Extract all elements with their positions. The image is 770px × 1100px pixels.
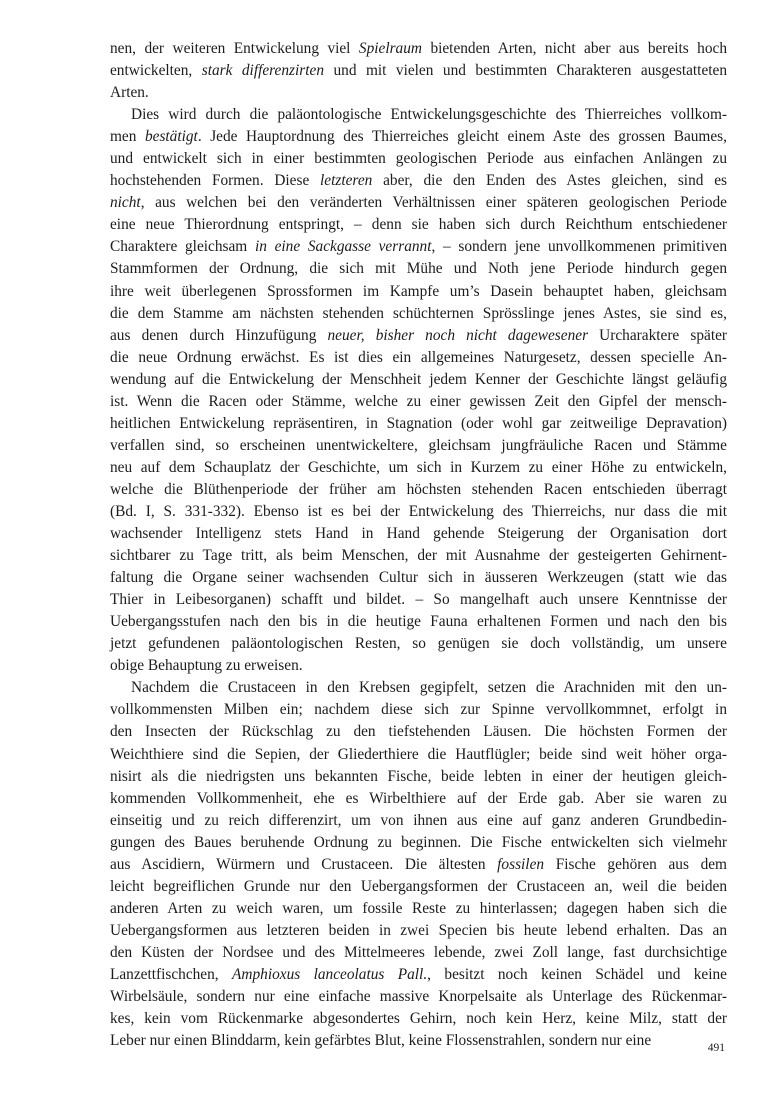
page-number: 491 xyxy=(707,1042,725,1054)
text-line xyxy=(110,214,727,236)
text-line xyxy=(110,677,727,699)
text-run: entwickelten, xyxy=(110,62,202,80)
text-run: Thier in Leibesorganen) schafft und bildet. – So mangelhaft auch unsere Kenntnisse der xyxy=(110,591,727,609)
text-run: faltung die Organe seiner wachsenden Cultur sich in äusseren Werkzeugen (statt wie das xyxy=(110,569,727,587)
text-run: , aus welchen bei den veränderten Verhältnissen einer späteren geologischen Periode xyxy=(140,194,727,212)
body-text xyxy=(110,38,727,1052)
text-run: Fische gehören aus dem xyxy=(544,855,727,873)
text-line xyxy=(110,258,727,280)
text-run: Charaktere gleichsam xyxy=(110,238,255,256)
text-run: und mit vielen und bestimmten Charakteren ausgestatteten xyxy=(324,62,727,80)
text-line xyxy=(110,325,727,347)
text-run: die dem Stamme am nächsten stehenden schüchternen Sprösslinge jenes Astes, sie sind es, xyxy=(110,304,727,322)
text-run: die neue Ordnung erwächst. Es ist dies ein allgemeines Naturgesetz, dessen specielle An- xyxy=(110,348,727,366)
text-run: welche die Blüthenperiode der früher am höchsten stehenden Racen entschieden überragt xyxy=(110,480,727,498)
text-run: Nachdem die Crustaceen in den Krebsen gegipfelt, setzen die Arachniden mit den un- xyxy=(131,679,727,697)
text-line xyxy=(110,589,727,611)
text-run: verfallen sind, so erscheinen unentwickeltere, gleichsam jungfräuliche Racen und Stämme xyxy=(110,436,727,454)
text-line xyxy=(110,876,727,898)
text-run: nen, der weiteren Entwickelung viel xyxy=(110,40,359,57)
text-run: vollkommensten Milben ein; nachdem diese sich zur Spinne vervollkommnet, erfolgt in xyxy=(110,701,727,719)
text-run: , – sondern jene unvollkommenen primitiven xyxy=(431,238,727,256)
text-line xyxy=(110,413,727,435)
text-line xyxy=(110,60,727,82)
text-line xyxy=(110,810,727,832)
italic-text: nicht xyxy=(110,194,141,212)
text-run: Weichthiere sind die Sepien, der Gliederthiere die Hautflügler; beide sind weit höher orga- xyxy=(110,745,727,763)
text-line xyxy=(110,38,727,60)
italic-text: stark differenzirten xyxy=(201,62,324,80)
text-run: Arten. xyxy=(110,84,149,102)
text-run: wachsender Intelligenz stets Hand in Hand gehende Steigerung der Organisation dort xyxy=(110,525,727,543)
text-line xyxy=(110,170,727,192)
text-run: , besitzt noch keinen Schädel und keine xyxy=(427,965,727,983)
text-run: sichtbarer zu Tage tritt, als beim Menschen, der mit Ausnahme der gesteigerten Gehirnent- xyxy=(110,547,727,565)
text-run: ist. Wenn die Racen oder Stämme, welche zu einer gewissen Zeit den Gipfel der mensch- xyxy=(110,392,727,410)
text-run: den Küsten der Nordsee und des Mittelmeeres lebende, zwei Zoll lange, fast durchsichtige xyxy=(110,943,727,961)
text-line xyxy=(110,435,727,457)
text-line xyxy=(110,104,727,126)
text-line xyxy=(110,523,727,545)
text-line xyxy=(110,148,727,170)
text-line xyxy=(110,303,727,325)
text-run: wendung auf die Entwickelung der Menschheit jedem Kenner der Geschichte längst geläufig xyxy=(110,370,727,388)
text-run: einseitig und zu reich differenzirt, um von ihnen aus eine auf ganz anderen Grundbedin- xyxy=(110,811,727,829)
text-run: aus denen durch Hinzufügung xyxy=(110,326,328,344)
text-run: Lanzettfischchen, xyxy=(110,965,233,983)
text-run: Stammformen der Ordnung, die sich mit Mühe und Noth jene Periode hindurch gegen xyxy=(110,260,727,278)
text-line xyxy=(110,721,727,743)
italic-text: fossilen xyxy=(497,855,545,873)
paragraph-3 xyxy=(110,677,727,1052)
text-line xyxy=(110,479,727,501)
italic-text: Spielraum xyxy=(358,40,422,57)
text-line xyxy=(110,82,727,104)
text-line xyxy=(110,545,727,567)
text-line xyxy=(110,1030,727,1052)
text-run: den Insecten der Rückschlag zu den tiefstehenden Läusen. Die höchsten Formen der xyxy=(110,723,727,741)
text-run: und entwickelt sich in einer bestimmten geologischen Periode aus einfachen Anlängen zu xyxy=(110,150,727,168)
text-run: aus Ascidiern, Würmern und Crustaceen. Die ältesten xyxy=(110,855,498,873)
text-line xyxy=(110,766,727,788)
text-run: Dies wird durch die paläontologische Entwickelungsgeschichte des Thierreiches vollkom- xyxy=(131,106,727,124)
text-run: Leber nur einen Blinddarm, kein gefärbtes Blut, keine Flossenstrahlen, sondern nur eine xyxy=(110,1032,652,1050)
text-run: aber, die den Enden des Astes gleichen, sind es xyxy=(372,172,727,190)
italic-text: bestätigt xyxy=(144,128,198,146)
text-run: gungen des Baues beruhende Ordnung zu beginnen. Die Fische entwickelten sich vielmehr xyxy=(110,833,727,851)
text-line xyxy=(110,457,727,479)
paragraph-1 xyxy=(110,38,727,104)
text-line xyxy=(110,347,727,369)
italic-text: Amphioxus lanceolatus Pall. xyxy=(232,965,428,983)
text-run: heitlichen Entwickelung repräsentiren, in Stagnation (oder wohl gar zeitweilige Depravation) xyxy=(110,414,727,432)
text-run: leicht begreiflichen Grunde nur den Uebergangsformen der Crustaceen an, weil die beiden xyxy=(110,877,727,895)
text-line xyxy=(110,964,727,986)
text-run: (Bd. I, S. 331-332). Ebenso ist es bei der Entwickelung des Thierreichs, nur dass die mit xyxy=(110,502,727,520)
text-line xyxy=(110,369,727,391)
text-run: neu auf dem Schauplatz der Geschichte, um sich in Kurzem zu einer Höhe zu entwickeln, xyxy=(110,458,727,476)
text-line xyxy=(110,898,727,920)
text-line xyxy=(110,986,727,1008)
text-line xyxy=(110,501,727,523)
text-run: Uebergangsformen aus letzteren beiden in zwei Specien bis heute lebend erhalten. Das an xyxy=(110,921,727,939)
text-line xyxy=(110,281,727,303)
text-run: ihre weit überlegenen Sprossformen im Kampfe um’s Dasein behauptet haben, gleichsam xyxy=(110,282,727,300)
text-line xyxy=(110,655,727,677)
text-line xyxy=(110,788,727,810)
paragraph-2 xyxy=(110,104,727,677)
text-run: bietenden Arten, nicht aber aus bereits hoch xyxy=(421,40,727,57)
text-line xyxy=(110,126,727,148)
text-line xyxy=(110,832,727,854)
text-run: hochstehenden Formen. Diese xyxy=(110,172,321,190)
text-run: Uebergangsstufen nach den bis in die heutige Fauna erhaltenen Formen und nach den bis xyxy=(110,613,727,631)
text-run: Urcharaktere später xyxy=(588,326,727,344)
text-line xyxy=(110,611,727,633)
text-run: . Jede Hauptordnung des Thierreiches gleicht einem Aste des grossen Baumes, xyxy=(197,128,727,146)
text-run: obige Behauptung zu erweisen. xyxy=(110,657,303,675)
italic-text: neuer, bisher noch nicht dagewesener xyxy=(327,326,589,344)
text-run: nisirt als die niedrigsten uns bekannten Fische, beide lebten in einer der heutigen gleich- xyxy=(110,767,727,785)
text-line xyxy=(110,699,727,721)
text-run: kes, kein vom Rückenmarke abgesondertes Gehirn, noch kein Herz, keine Milz, statt der xyxy=(110,1010,727,1028)
text-line xyxy=(110,920,727,942)
text-run: eine neue Thierordnung entspringt, – denn sie haben sich durch Reichthum entschiedener xyxy=(110,216,727,234)
text-run: kommenden Vollkommenheit, ehe es Wirbelthiere auf der Erde gab. Aber sie waren zu xyxy=(110,789,727,807)
text-line xyxy=(110,391,727,413)
text-line xyxy=(110,744,727,766)
text-line xyxy=(110,1008,727,1030)
text-run: anderen Arten zu weich waren, um fossile Reste zu hinterlassen; dagegen haben sich die xyxy=(110,899,727,917)
italic-text: in eine Sackgasse verrannt xyxy=(254,238,432,256)
text-line xyxy=(110,567,727,589)
text-line xyxy=(110,854,727,876)
text-line xyxy=(110,633,727,655)
text-line xyxy=(110,942,727,964)
text-line xyxy=(110,236,727,258)
text-run: jetzt gefundenen paläontologischen Resten, so genügen sie doch vollständig, um unsere xyxy=(110,635,727,653)
text-run: men xyxy=(110,128,145,146)
text-line xyxy=(110,192,727,214)
italic-text: letzteren xyxy=(320,172,373,190)
text-run: Wirbelsäule, sondern nur eine einfache massive Knorpelsaite als Unterlage des Rückenmar- xyxy=(110,988,727,1006)
